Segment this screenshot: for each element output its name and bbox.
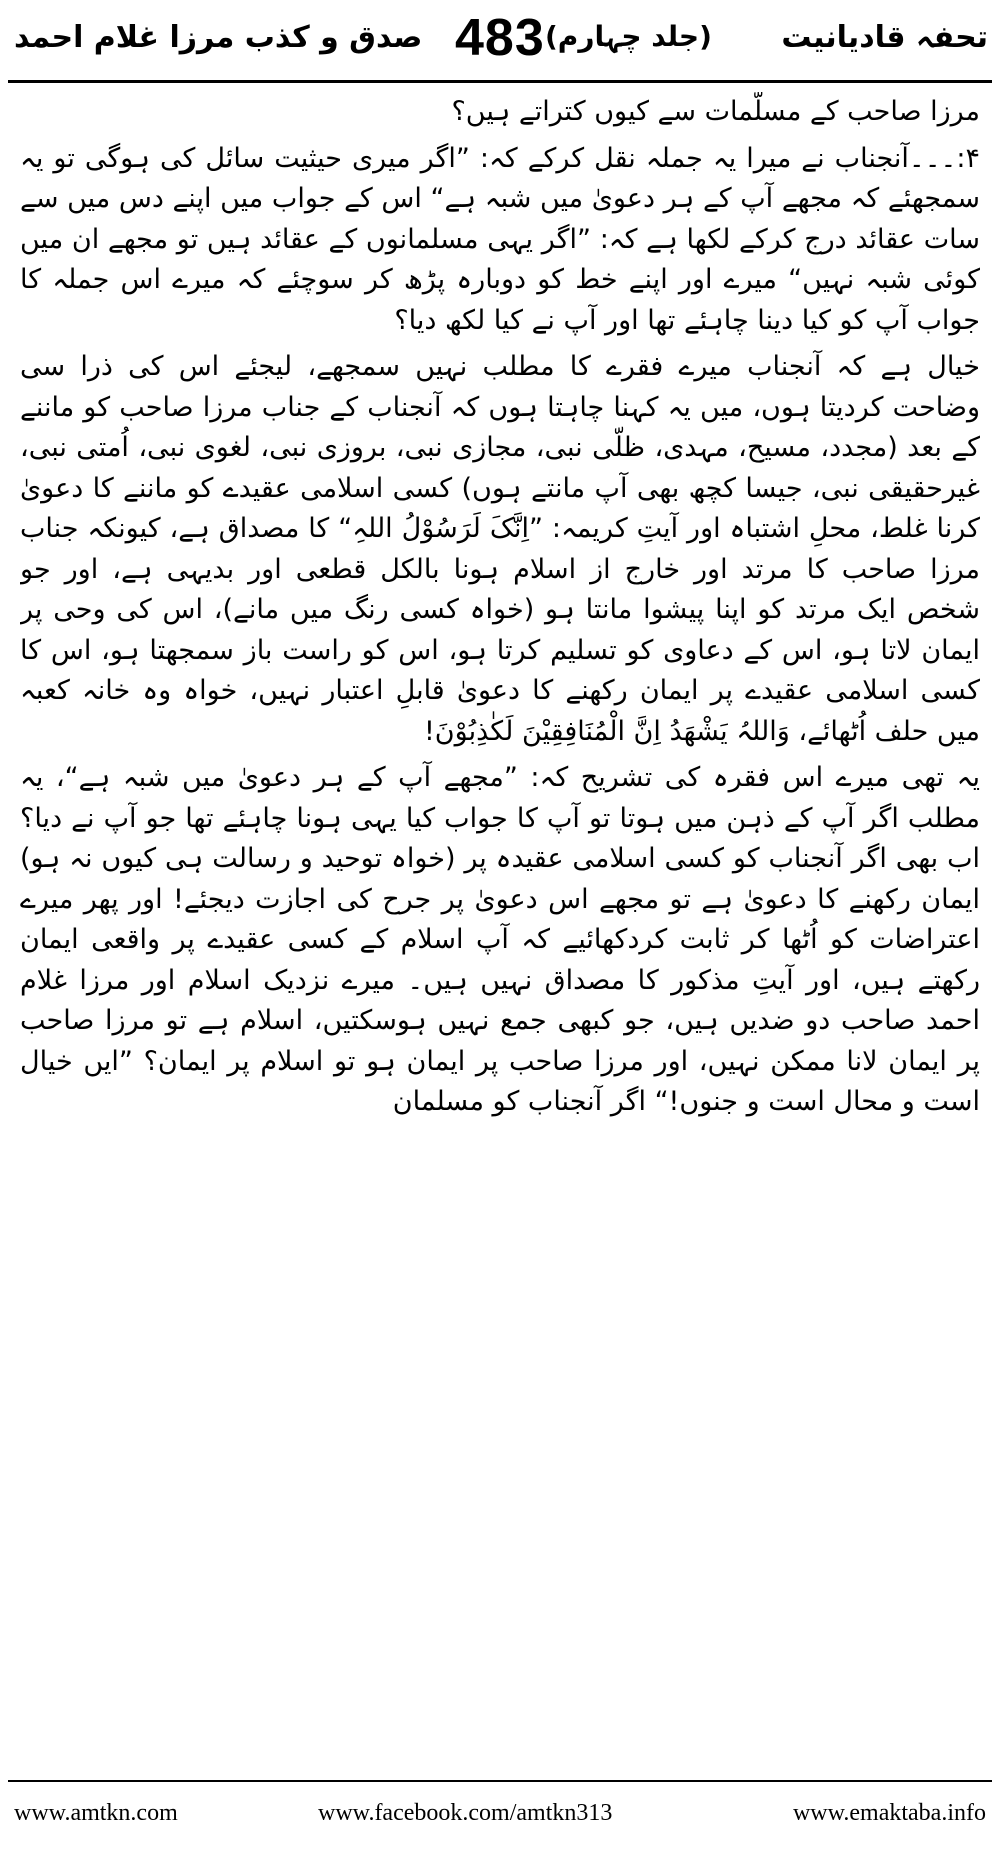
header-divider xyxy=(8,80,992,83)
paragraph-4: یہ تھی میرے اس فقرہ کی تشریح کہ: ”مجھے آپ کے ہر دعویٰ میں شبہ ہے“، یہ مطلب اگر آپ کے ذہن میں ہوتا تو آپ کا جواب کیا یہی ہونا چاہئے تھا جو آپ نے دیا؟ اب بھی اگر آنجناب کو کسی اسلامی عقیدہ پر (خواہ توحید و رسالت ہی کیوں نہ ہو) ایمان رکھنے کا دعویٰ ہے تو مجھے اس دعویٰ پر جرح کی اجازت دیجئے! اور پھر میرے اعتراضات کو اُٹھا کر ثابت کردکھائیے کہ آپ اسلام کے کسی عقیدے پر واقعی ایمان رکھتے ہیں، اور آیتِ مذکور کا مصداق نہیں ہیں۔ میرے نزدیک اسلام اور مرزا غلام احمد صاحب دو ضدیں ہیں، جو کبھی جمع نہیں ہوسکتیں، اسلام ہے تو مرزا صاحب پر ایمان لانا ممکن نہیں، اور مرزا صاحب پر ایمان ہو تو اسلام پر ایمان؟ ”ایں خیال است و محال است و جنوں!“ اگر آنجناب کو مسلمان xyxy=(20,762,980,1117)
footer-link-emaktaba[interactable]: www.emaktaba.info xyxy=(792,1800,986,1826)
page-footer xyxy=(0,1788,1000,1838)
footer-link-facebook[interactable]: www.facebook.com/amtkn313 xyxy=(318,1800,613,1826)
footer-divider xyxy=(8,1780,992,1782)
paragraph-1: مرزا صاحب کے مسلّمات سے کیوں کتراتے ہیں؟ xyxy=(451,96,980,127)
header-chapter-title: صدق و کذب مرزا غلام احمد xyxy=(14,20,423,55)
header-volume: (جلد چہارم) xyxy=(545,20,712,53)
page-number: 483 xyxy=(455,9,545,67)
body-text xyxy=(20,92,980,1760)
paragraph-3: خیال ہے کہ آنجناب میرے فقرے کا مطلب نہیں سمجھے، لیجئے اس کی ذرا سی وضاحت کردیتا ہوں، میں یہ کہنا چاہتا ہوں کہ آنجناب کے جناب مرزا صاحب کو ماننے کے بعد (مجدد، مسیح، مہدی، ظلّی نبی، مجازی نبی، بروزی نبی، لغوی نبی، اُمتی نبی، غیرحقیقی نبی، جیسا کچھ بھی آپ مانتے ہوں) کسی اسلامی عقیدے کو ماننے کا دعویٰ کرنا غلط، محلِ اشتباہ اور آیتِ کریمہ: ”اِنَّکَ لَرَسُوْلُ اللہِ“ کا مصداق ہے، کیونکہ جناب مرزا صاحب کا مرتد اور خارج از اسلام ہونا بالکل قطعی اور بدیہی ہے، اور جو شخص ایک مرتد کو اپنا پیشوا مانتا ہو (خواہ کسی رنگ میں مانے)، اس کی وحی پر ایمان لاتا ہو، اس کے دعاوی کو تسلیم کرتا ہو، اس کو راست باز سمجھتا ہو، اس کا کسی اسلامی عقیدے پر ایمان رکھنے کا دعویٰ قابلِ اعتبار نہیں، خواہ وہ خانہ کعبہ میں حلف اُٹھائے، وَاللہُ یَشْھَدُ اِنَّ الْمُنَافِقِیْنَ لَکٰذِبُوْنَ! xyxy=(20,351,980,747)
footer-link-amtkn[interactable]: www.amtkn.com xyxy=(14,1800,178,1826)
header-book-title: تحفہ قادیانیت xyxy=(781,20,988,55)
paragraph-2: ۴:۔۔۔آنجناب نے میرا یہ جملہ نقل کرکے کہ: ”اگر میری حیثیت سائل کی ہوگی تو یہ سمجھئے کہ مجھے آپ کے ہر دعویٰ میں شبہ ہے“ اس کے جواب میں اپنے دس میں سے سات عقائد درج کرکے لکھا ہے کہ: ”اگر یہی مسلمانوں کے عقائد ہیں تو مجھے ان میں کوئی شبہ نہیں“ میرے اور اپنے خط کو دوبارہ پڑھ کر سوچئے کہ میرے اس جملہ کا جواب آپ کو کیا دینا چاہئے تھا اور آپ نے کیا لکھ دیا؟ xyxy=(20,142,980,336)
page-header xyxy=(0,0,1000,88)
